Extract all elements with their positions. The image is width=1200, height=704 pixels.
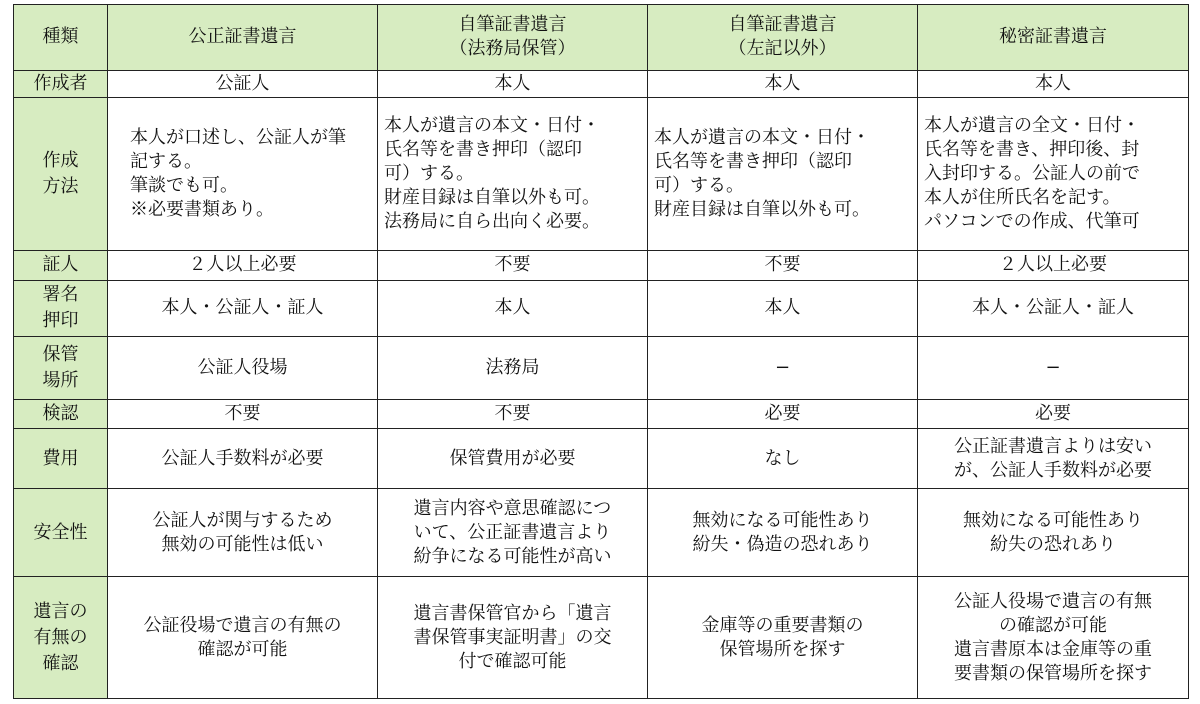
table-body bbox=[14, 5, 1189, 699]
cell-text-line: 本人 bbox=[494, 297, 531, 319]
cell-creator-col-3 bbox=[648, 70, 918, 97]
cell-witness-col-3 bbox=[648, 251, 918, 280]
row-header-line: 署名 bbox=[42, 284, 79, 306]
row-header-line: 作成者 bbox=[33, 73, 88, 95]
cell-text-line: 公証人が関与するため bbox=[152, 509, 333, 531]
cell-text-line: いて、公正証書遺言より bbox=[413, 521, 612, 543]
row-header-line: 確認 bbox=[42, 652, 79, 674]
row-header-safety bbox=[14, 489, 108, 577]
cell-text-line: 付で確認可能 bbox=[458, 650, 567, 672]
will-comparison-table bbox=[13, 4, 1189, 699]
table-row-signature bbox=[14, 280, 1189, 337]
cell-text-line: 遺言書原本は金庫等の重 bbox=[954, 638, 1152, 660]
cell-storage-col-3 bbox=[648, 337, 918, 400]
header-row bbox=[14, 5, 1189, 71]
table-row-existence-check bbox=[14, 577, 1189, 699]
row-header-existence-check bbox=[14, 577, 108, 699]
cell-text-line: 財産目録は自筆以外も可。 bbox=[654, 199, 870, 221]
cell-probate-col-2 bbox=[378, 400, 648, 429]
header-col-3-line-1: 自筆証書遺言 bbox=[728, 14, 837, 36]
cell-text-line: 可）する。 bbox=[654, 175, 744, 197]
table-row-storage bbox=[14, 337, 1189, 400]
cell-text-line: 保管費用が必要 bbox=[449, 447, 576, 469]
cell-text-line: 本人・公証人・証人 bbox=[972, 297, 1134, 319]
cell-witness-col-4 bbox=[918, 251, 1189, 280]
table-row-creator bbox=[14, 70, 1189, 97]
cell-storage-col-1 bbox=[108, 337, 378, 400]
cell-text-line: 氏名等を書き押印（認印 bbox=[654, 151, 852, 173]
cell-existence-check-col-1 bbox=[108, 577, 378, 699]
cell-text-line: 本人が遺言の全文・日付・ bbox=[924, 115, 1140, 137]
cell-safety-col-2 bbox=[378, 489, 648, 577]
cell-text-line: 本人が住所氏名を記す。 bbox=[924, 187, 1121, 209]
cell-text-line: パソコンでの作成、代筆可 bbox=[924, 211, 1140, 233]
row-header-line: 押印 bbox=[42, 310, 79, 332]
row-header-cost bbox=[14, 429, 108, 489]
cell-witness-col-1 bbox=[108, 251, 378, 280]
cell-text-line: 本人が口述し、公証人が筆 bbox=[130, 127, 346, 149]
cell-method-col-1 bbox=[108, 98, 378, 251]
cell-text-line: 公証役場で遺言の有無の bbox=[143, 614, 342, 636]
cell-text-line: 公正証書遺言よりは安い bbox=[954, 435, 1152, 457]
cell-text-line: ２人以上必要 bbox=[188, 254, 297, 276]
row-header-line: 方法 bbox=[42, 176, 79, 198]
cell-safety-col-4 bbox=[918, 489, 1189, 577]
cell-method-col-4 bbox=[918, 98, 1189, 251]
cell-text-line: 本人が遺言の本文・日付・ bbox=[654, 127, 870, 149]
cell-text-line: 遺言書保管官から「遺言 bbox=[413, 602, 612, 624]
row-header-line: 検認 bbox=[42, 403, 79, 425]
row-header-creator bbox=[14, 70, 108, 97]
table-row-witness bbox=[14, 251, 1189, 280]
cell-cost-col-2 bbox=[378, 429, 648, 489]
cell-signature-col-4 bbox=[918, 280, 1189, 337]
header-col-4 bbox=[918, 5, 1189, 71]
cell-text-line: 無効の可能性は低い bbox=[161, 533, 324, 555]
cell-text-line: 保管場所を探す bbox=[719, 638, 846, 660]
header-col-4-line: 秘密証書遺言 bbox=[999, 26, 1107, 48]
header-col-2-line-2: （法務局保管） bbox=[449, 38, 576, 60]
table-row-safety bbox=[14, 489, 1189, 577]
cell-text-line: 氏名等を書き押印（認印 bbox=[384, 139, 582, 161]
cell-text-line: 金庫等の重要書類の bbox=[701, 614, 864, 636]
cell-text-line: 筆談でも可。 bbox=[130, 175, 238, 197]
cell-existence-check-col-4 bbox=[918, 577, 1189, 699]
cell-text-line: 無効になる可能性あり bbox=[963, 509, 1143, 531]
header-col-3-line-2: （左記以外） bbox=[728, 38, 837, 60]
cell-safety-col-3 bbox=[648, 489, 918, 577]
cell-creator-col-4 bbox=[918, 70, 1189, 97]
row-header-line: 保管 bbox=[42, 344, 79, 366]
cell-text-line: 本人 bbox=[764, 73, 801, 95]
cell-text-line: 本人 bbox=[494, 73, 531, 95]
row-header-probate bbox=[14, 400, 108, 429]
cell-text-line: 財産目録は自筆以外も可。 bbox=[384, 187, 600, 209]
cell-text-line: ２人以上必要 bbox=[999, 254, 1107, 276]
cell-creator-col-1 bbox=[108, 70, 378, 97]
cell-method-col-2 bbox=[378, 98, 648, 251]
table-row-method bbox=[14, 98, 1189, 251]
cell-text-line: 必要 bbox=[764, 403, 801, 425]
header-corner-cell bbox=[14, 5, 108, 71]
cell-signature-col-3 bbox=[648, 280, 918, 337]
cell-text-line: 法務局 bbox=[485, 357, 540, 379]
row-header-line: 有無の bbox=[33, 626, 88, 648]
header-col-2 bbox=[378, 5, 648, 71]
cell-text-line: 無効になる可能性あり bbox=[692, 509, 873, 531]
cell-text-line: 法務局に自ら出向く必要。 bbox=[384, 211, 600, 233]
cell-text-line: 不要 bbox=[494, 403, 531, 425]
cell-storage-col-4 bbox=[918, 337, 1189, 400]
row-header-line: 費用 bbox=[42, 447, 79, 469]
cell-text-line: 書保管事実証明書」の交 bbox=[413, 626, 612, 648]
header-col-1 bbox=[108, 5, 378, 71]
cell-cost-col-4 bbox=[918, 429, 1189, 489]
cell-text-line: 氏名等を書き、押印後、封 bbox=[924, 139, 1140, 161]
cell-signature-col-2 bbox=[378, 280, 648, 337]
cell-text-line: 公証人役場 bbox=[197, 357, 288, 379]
cell-text-line: 紛失・偽造の恐れあり bbox=[692, 533, 873, 555]
cell-text-line: 公証人手数料が必要 bbox=[161, 447, 324, 469]
row-header-method bbox=[14, 98, 108, 251]
cell-probate-col-4 bbox=[918, 400, 1189, 429]
row-header-line: 証人 bbox=[42, 254, 79, 276]
cell-text-line: 本人 bbox=[764, 297, 801, 319]
cell-text-line: 記する。 bbox=[130, 151, 202, 173]
table-row-cost bbox=[14, 429, 1189, 489]
cell-cost-col-3 bbox=[648, 429, 918, 489]
row-header-line: 安全性 bbox=[33, 521, 88, 543]
cell-cost-col-1 bbox=[108, 429, 378, 489]
header-col-1-line: 公正証書遺言 bbox=[188, 26, 297, 48]
cell-text-line: 紛争になる可能性が高い bbox=[413, 545, 612, 567]
cell-text-line: 不要 bbox=[494, 254, 531, 276]
cell-text-line: 本人・公証人・証人 bbox=[161, 297, 324, 319]
will-comparison-table-wrapper bbox=[13, 4, 1188, 699]
cell-safety-col-1 bbox=[108, 489, 378, 577]
cell-signature-col-1 bbox=[108, 280, 378, 337]
row-header-line: 場所 bbox=[42, 370, 79, 392]
cell-text-line: 不要 bbox=[224, 403, 261, 425]
cell-text-line: 入封印する。公証人の前で bbox=[924, 163, 1140, 185]
cell-probate-col-3 bbox=[648, 400, 918, 429]
cell-text-line: 公証人 bbox=[215, 73, 270, 95]
row-header-storage bbox=[14, 337, 108, 400]
row-header-signature bbox=[14, 280, 108, 337]
cell-existence-check-col-2 bbox=[378, 577, 648, 699]
header-corner-text: 種類 bbox=[42, 26, 79, 48]
row-header-line: 遺言の bbox=[33, 600, 88, 622]
header-col-2-line-1: 自筆証書遺言 bbox=[458, 14, 567, 36]
cell-existence-check-col-3 bbox=[648, 577, 918, 699]
cell-probate-col-1 bbox=[108, 400, 378, 429]
cell-creator-col-2 bbox=[378, 70, 648, 97]
cell-text-line: 必要 bbox=[1035, 403, 1071, 425]
cell-text-line: の確認が可能 bbox=[999, 614, 1107, 636]
cell-text-line: 可）する。 bbox=[384, 163, 474, 185]
header-col-3 bbox=[648, 5, 918, 71]
cell-text-line: 本人 bbox=[1035, 73, 1071, 95]
cell-text-line: 本人が遺言の本文・日付・ bbox=[384, 115, 600, 137]
cell-method-col-3 bbox=[648, 98, 918, 251]
cell-text-line: ※必要書類あり。 bbox=[130, 199, 274, 221]
cell-text-line: が、公証人手数料が必要 bbox=[954, 459, 1152, 481]
cell-text-line: 不要 bbox=[764, 254, 801, 276]
cell-text-line: なし bbox=[764, 447, 801, 469]
cell-text-line: 確認が可能 bbox=[197, 638, 288, 660]
cell-text-line: − bbox=[1045, 357, 1061, 379]
row-header-witness bbox=[14, 251, 108, 280]
cell-text-line: 公証人役場で遺言の有無 bbox=[954, 590, 1152, 612]
row-header-line: 作成 bbox=[42, 150, 79, 172]
cell-text-line: 遺言内容や意思確認につ bbox=[413, 497, 612, 519]
cell-text-line: 紛失の恐れあり bbox=[990, 533, 1116, 555]
cell-text-line: − bbox=[774, 357, 791, 379]
cell-witness-col-2 bbox=[378, 251, 648, 280]
cell-storage-col-2 bbox=[378, 337, 648, 400]
table-row-probate bbox=[14, 400, 1189, 429]
cell-text-line: 要書類の保管場所を探す bbox=[954, 662, 1152, 684]
